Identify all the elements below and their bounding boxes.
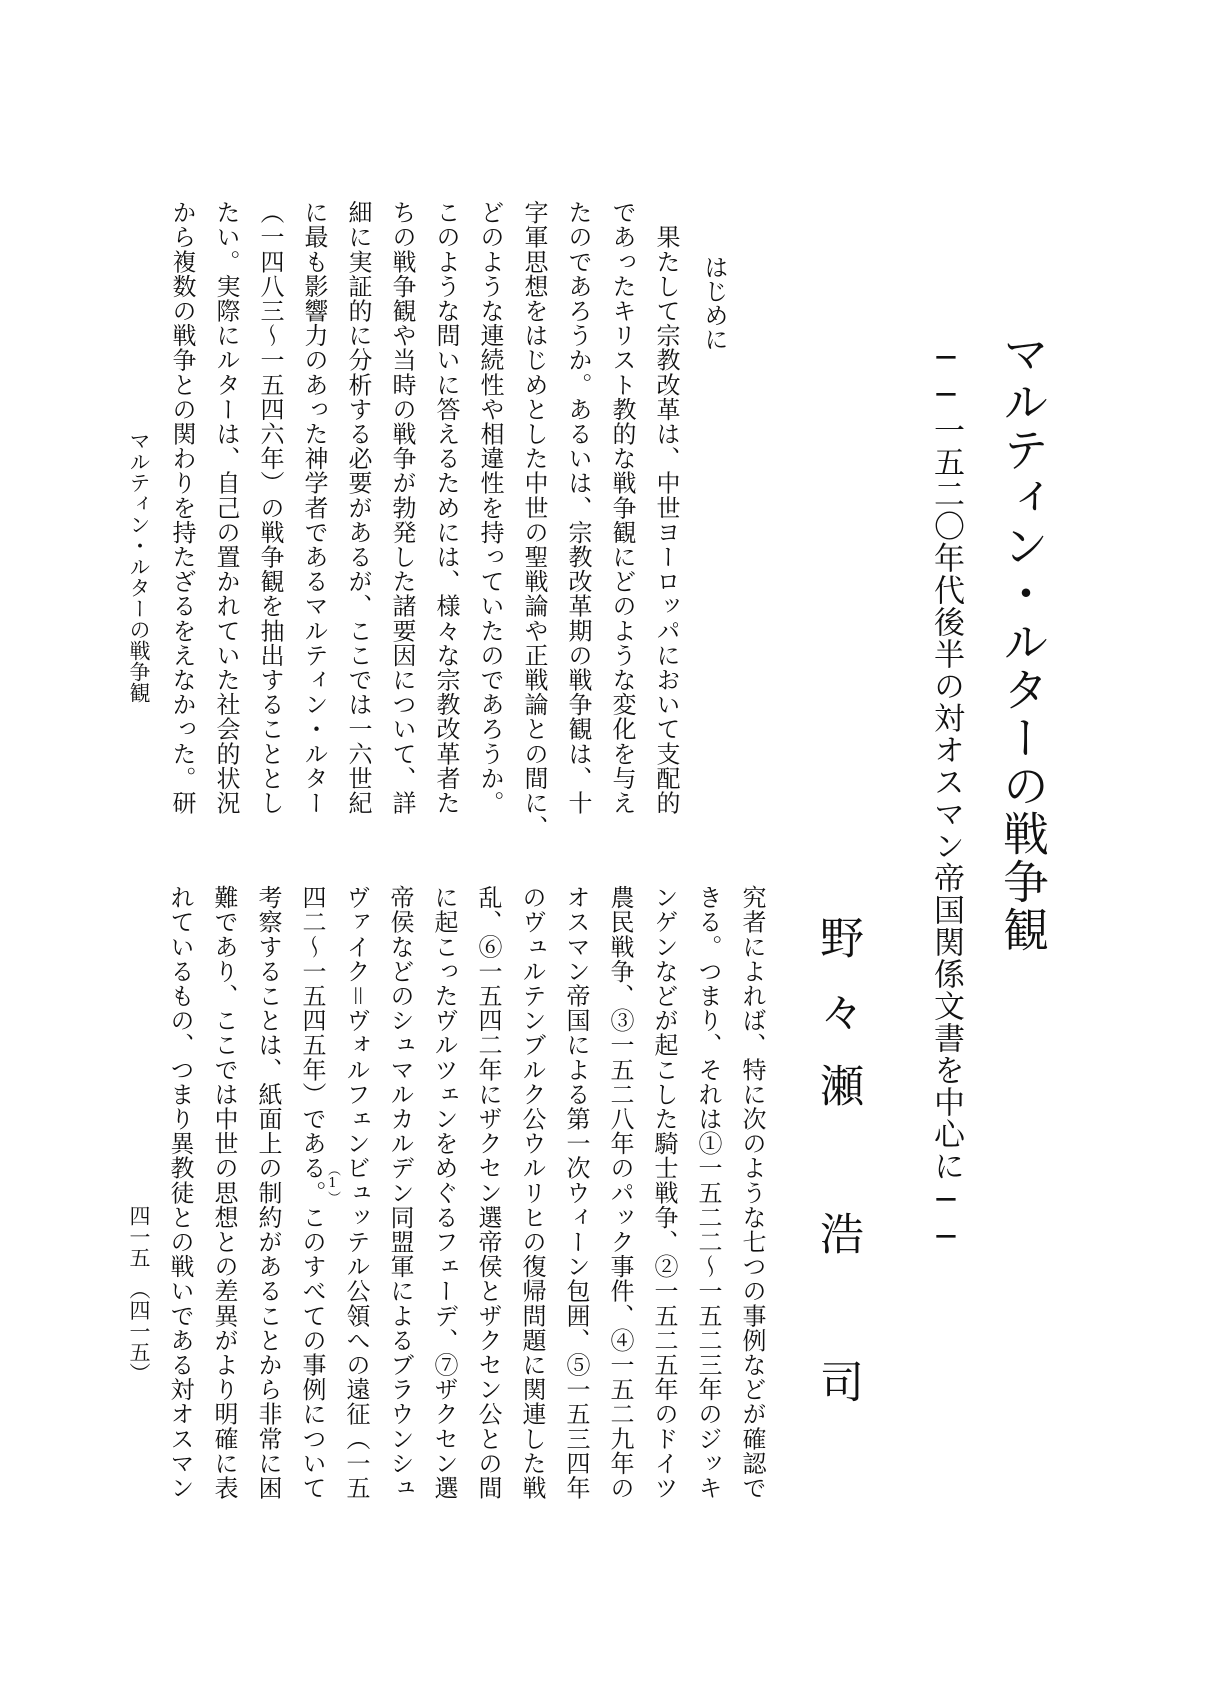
- article-title: マルティン・ルターの戦争観: [996, 330, 1050, 954]
- page-number: 四一五 （四一五）: [127, 1205, 151, 1384]
- upper-line: ちの戦争観や当時の戦争が勃発した諸要因について、詳: [388, 200, 416, 815]
- upper-line: 果たして宗教改革は、中世ヨーロッパにおいて支配的: [652, 200, 680, 815]
- section-heading: はじめに: [700, 255, 728, 351]
- lower-line: 帝侯などのシュマルカルデン同盟軍によるブラウンシュ: [386, 885, 414, 1500]
- upper-line: から複数の戦争との関わりを持たざるをえなかった。研: [168, 200, 196, 815]
- lower-line: きる。つまり、それは①一五二二～一五二三年のジッキ: [694, 885, 722, 1500]
- upper-line: に最も影響力のあった神学者であるマルティン・ルター: [300, 200, 328, 815]
- lower-line: ンゲンなどが起こした騎士戦争、②一五二五年のドイツ: [650, 885, 678, 1500]
- lower-line: 乱、⑥一五四二年にザクセン選帝侯とザクセン公との間: [474, 885, 502, 1500]
- running-head: マルティン・ルターの戦争観: [127, 430, 151, 703]
- lower-line: 四二～一五四五年）である。このすべての事例について: [298, 885, 326, 1500]
- lower-line: 難であり、ここでは中世の思想との差異がより明確に表: [210, 885, 238, 1500]
- upper-line: であったキリスト教的な戦争観にどのような変化を与え: [608, 200, 636, 815]
- upper-line: 細に実証的に分析する必要があるが、ここでは一六世紀: [344, 200, 372, 815]
- footnote-reference[interactable]: （1）: [325, 1163, 340, 1204]
- lower-line: 究者によれば、特に次のような七つの事例などが確認で: [738, 885, 766, 1500]
- upper-line: たい。実際にルターは、自己の置かれていた社会的状況: [212, 200, 240, 815]
- article-subtitle: ──一五二〇年代後半の対オスマン帝国関係文書を中心に──: [928, 340, 964, 1256]
- lower-line: 考察することは、紙面上の制約があることから非常に困: [254, 885, 282, 1500]
- author-name: 野々瀬 浩 司: [812, 915, 863, 1433]
- lower-line: のヴュルテンブルク公ウルリヒの復帰問題に関連した戦: [518, 885, 546, 1500]
- lower-line: 農民戦争、③一五二八年のパック事件、④一五二九年の: [606, 885, 634, 1500]
- lower-line: れているもの、つまり異教徒との戦いである対オスマン: [166, 885, 194, 1500]
- upper-line: （一四八三～一五四六年）の戦争観を抽出することとし: [256, 200, 284, 815]
- upper-line: たのであろうか。あるいは、宗教改革期の戦争観は、十: [564, 200, 592, 815]
- upper-line: このような問いに答えるためには、様々な宗教改革者た: [432, 200, 460, 815]
- upper-line: 字軍思想をはじめとした中世の聖戦論や正戦論との間に、: [520, 200, 548, 840]
- lower-line: オスマン帝国による第一次ウィーン包囲、⑤一五三四年: [562, 885, 590, 1500]
- upper-line: どのような連続性や相違性を持っていたのであろうか。: [476, 200, 504, 815]
- lower-line: に起こったヴルツェンをめぐるフェーデ、⑦ザクセン選: [430, 885, 458, 1500]
- lower-line: ヴァイク＝ヴォルフェンビュッテル公領への遠征（一五: [342, 885, 370, 1500]
